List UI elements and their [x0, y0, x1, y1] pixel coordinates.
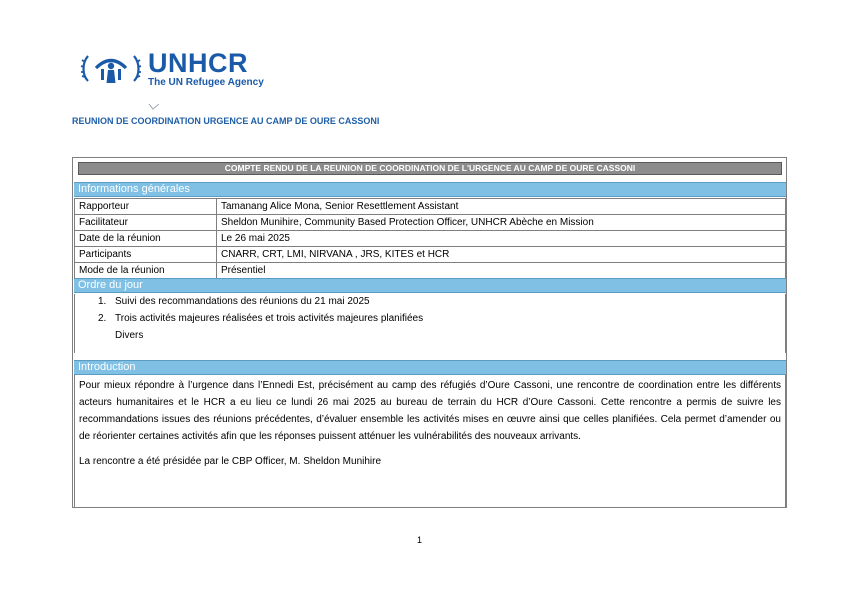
- section-introduction-heading: Introduction: [74, 360, 786, 375]
- table-row: [75, 215, 786, 231]
- list-item-number: 1.: [98, 296, 107, 307]
- introduction-closing: La rencontre a été présidée par le CBP Officer, M. Sheldon Munihire: [79, 456, 382, 467]
- agenda-list: [74, 294, 786, 353]
- report-banner: COMPTE RENDU DE LA REUNION DE COORDINATION DE L'URGENCE AU CAMP DE OURE CASSONI: [78, 162, 782, 175]
- row-value: Présentiel: [217, 263, 786, 279]
- unhcr-emblem-icon: [80, 51, 142, 87]
- table-row: [75, 263, 786, 279]
- section-general-info-heading: Informations générales: [74, 182, 786, 197]
- list-item-text: Suivi des recommandations des réunions du 21 mai 2025: [115, 296, 370, 307]
- list-item: [98, 296, 370, 307]
- logo-tagline: The UN Refugee Agency: [148, 77, 264, 88]
- row-label: Rapporteur: [75, 199, 217, 215]
- agenda-extra-item: Divers: [115, 330, 144, 341]
- logo-name: UNHCR: [148, 48, 248, 78]
- list-item: [98, 313, 423, 324]
- introduction-body: [74, 375, 786, 508]
- report-frame: [72, 157, 787, 508]
- row-label: Date de la réunion: [75, 231, 217, 247]
- row-label: Participants: [75, 247, 217, 263]
- meeting-title: REUNION DE COORDINATION URGENCE AU CAMP DE OURE CASSONI: [72, 116, 380, 126]
- row-value: CNARR, CRT, LMI, NIRVANA , JRS, KITES et HCR: [217, 247, 786, 263]
- list-item-text: Trois activités majeures réalisées et trois activités majeures planifiées: [115, 313, 424, 324]
- table-row: [75, 247, 786, 263]
- unhcr-logo: [80, 50, 264, 88]
- section-agenda-heading: Ordre du jour: [74, 278, 786, 293]
- row-value: Le 26 mai 2025: [217, 231, 786, 247]
- row-value: Sheldon Munihire, Community Based Protection Officer, UNHCR Abèche en Mission: [217, 215, 786, 231]
- row-label: Facilitateur: [75, 215, 217, 231]
- introduction-paragraph: Pour mieux répondre à l’urgence dans l’Ennedi Est, précisément au camp des réfugiés d’Oure Cassoni, une rencontre de coordination entre les différents acteurs humanitaires et le HCR a eu lieu ce lundi 26 mai 2025 au bureau de terrain du HCR d’Oure Cassoni. Cette rencontre a permis de suivre les recommandations issues des réunions précédentes, d’évaluer ensemble les activités mises en œuvre ainsi que celles planifiées. Cela permet d’amender ou de réorienter certaines activités afin que les réponses puissent atténuer les vulnérabilités des nouveaux arrivants.: [79, 380, 781, 442]
- table-row: [75, 199, 786, 215]
- list-item-number: 2.: [98, 313, 107, 324]
- page-number: 1: [417, 535, 423, 545]
- general-info-table: [74, 198, 786, 279]
- row-label: Mode de la réunion: [75, 263, 217, 279]
- row-value: Tamanang Alice Mona, Senior Resettlement Assistant: [217, 199, 786, 215]
- checkmark-icon: [148, 103, 160, 111]
- table-row: [75, 231, 786, 247]
